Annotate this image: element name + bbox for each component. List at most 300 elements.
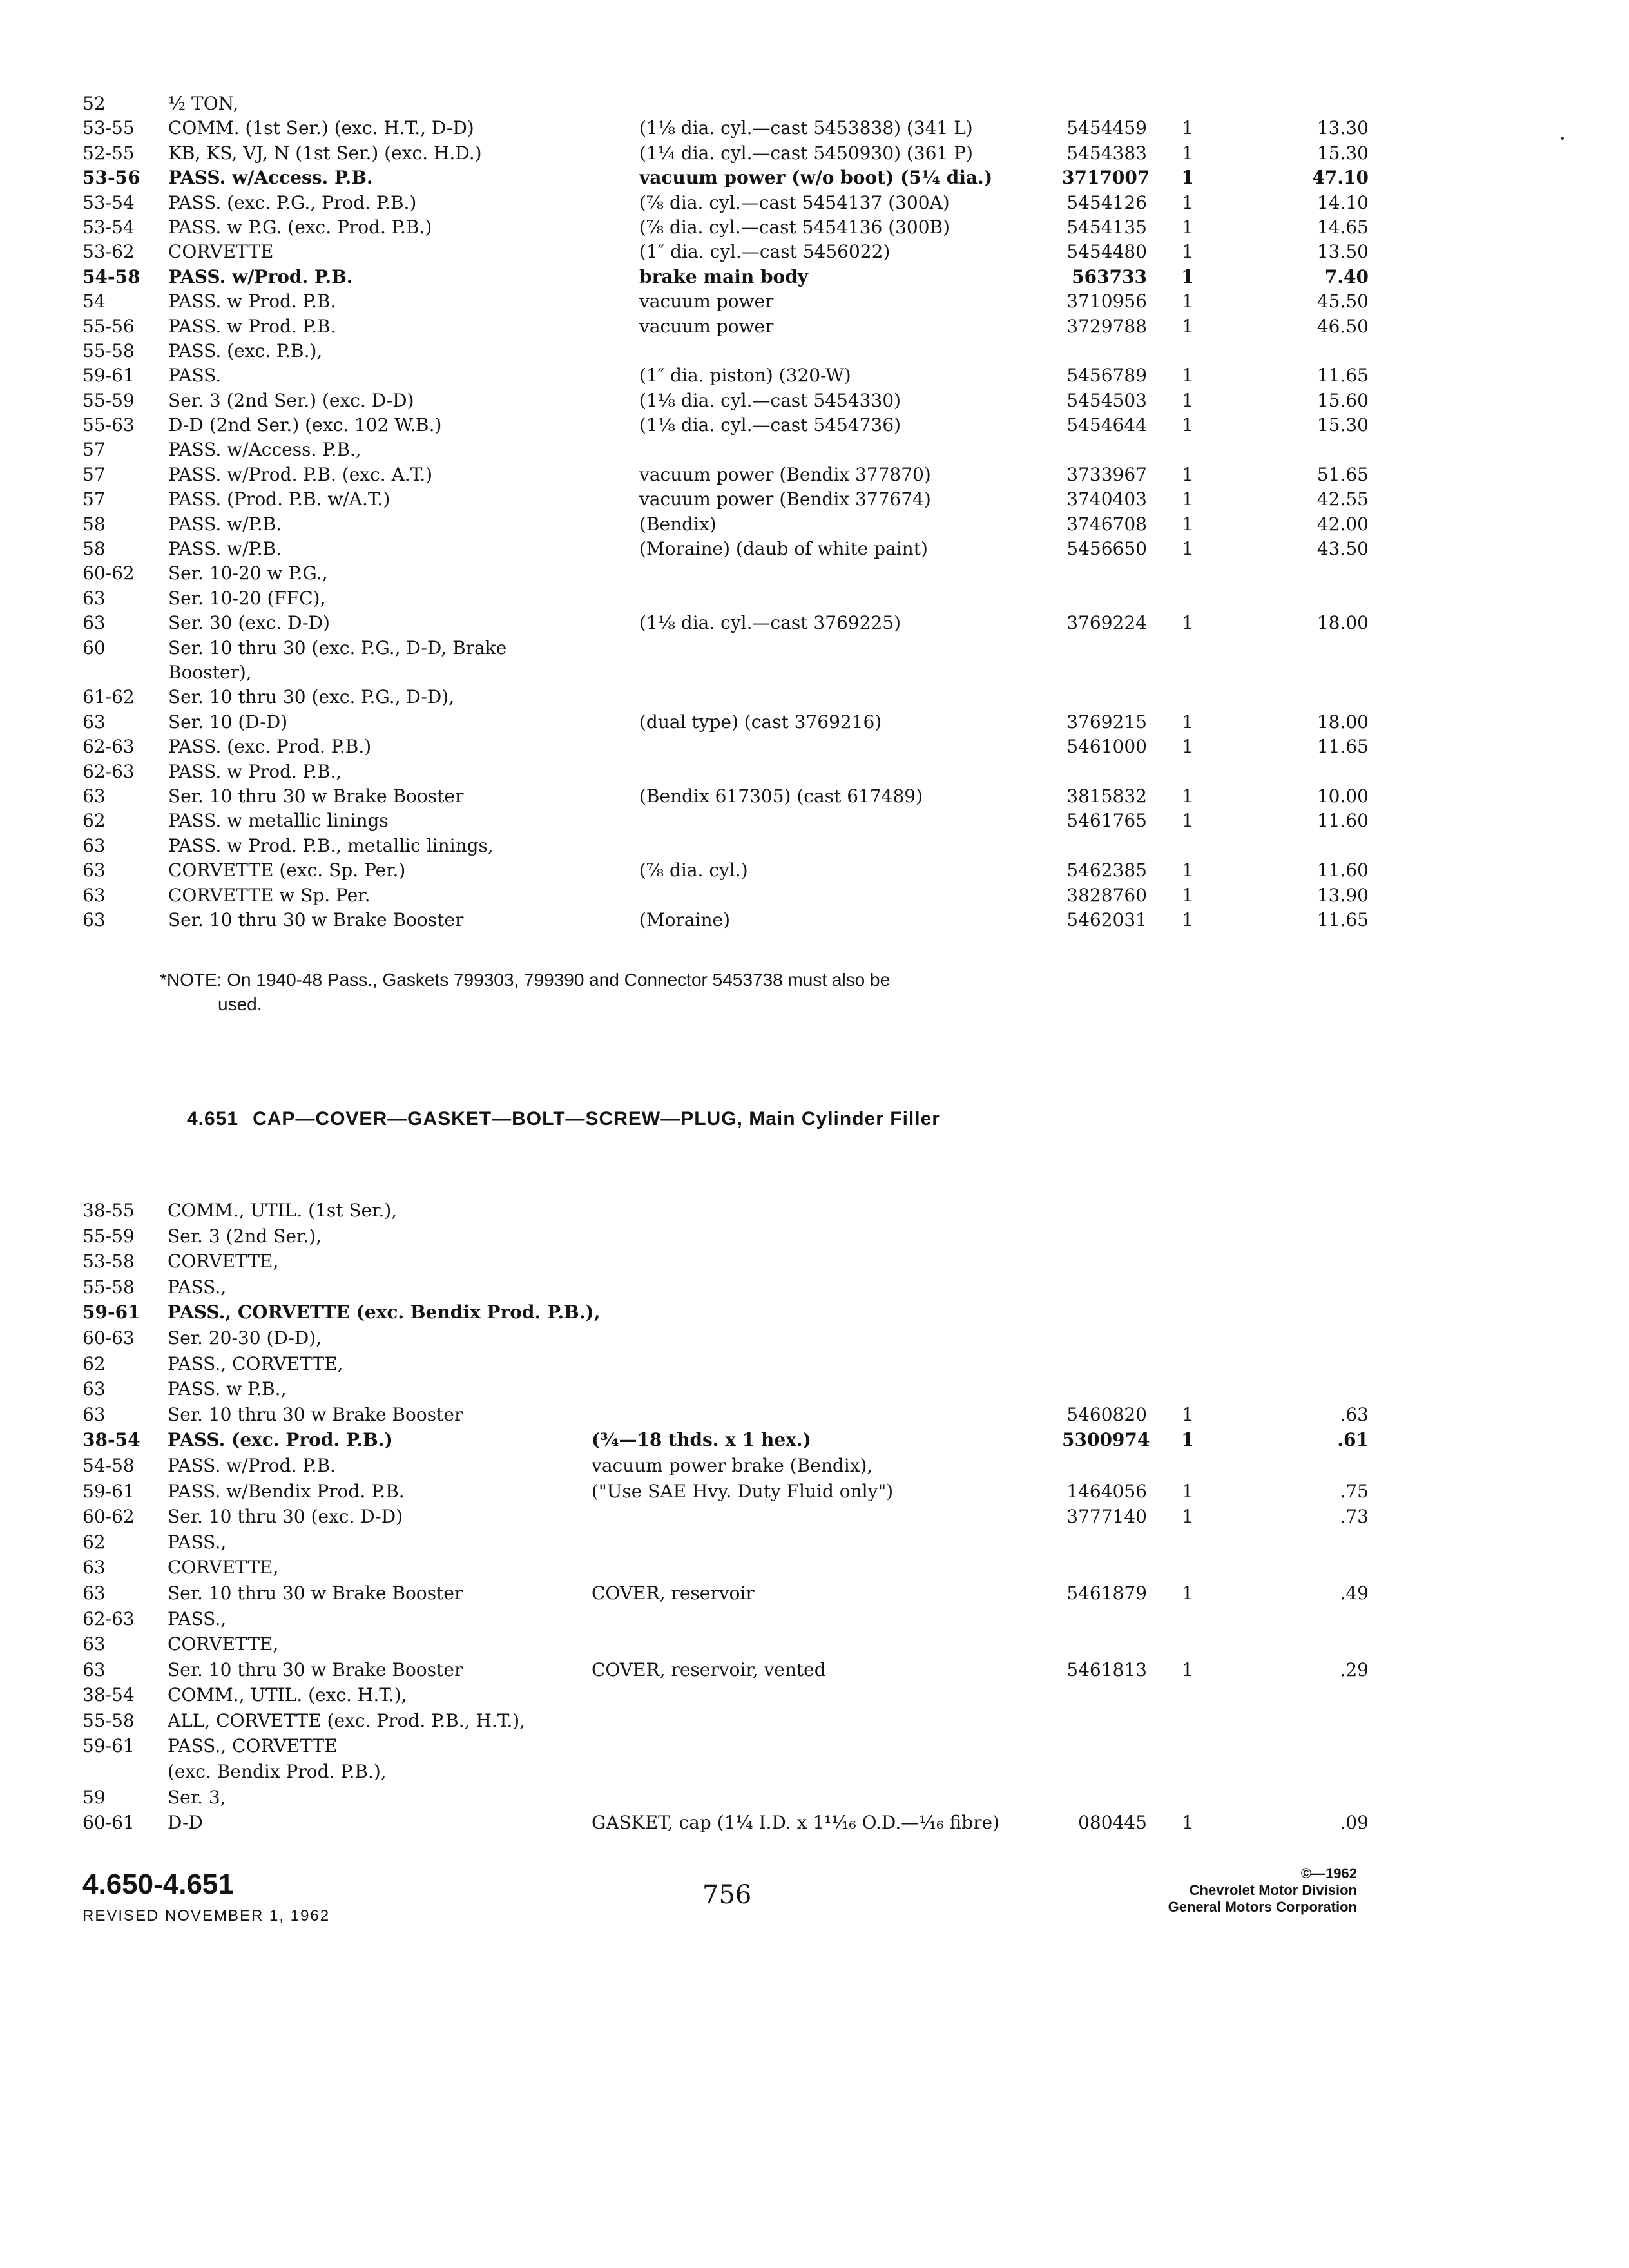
table-row	[82, 363, 1500, 388]
part-number: 3717007	[1062, 167, 1150, 189]
table-row	[82, 1530, 1500, 1556]
part-description: vacuum power	[639, 315, 774, 337]
list-price: .73	[1340, 1506, 1369, 1528]
year-range: 57	[82, 439, 106, 461]
table-row	[82, 1607, 1500, 1633]
table-row	[82, 537, 1500, 561]
publisher-credit	[1095, 1865, 1357, 1916]
year-range: 63	[82, 908, 106, 930]
part-number: 3815832	[1066, 785, 1147, 807]
part-description: (⅞ dia. cyl.—cast 5454136 (300B)	[639, 216, 950, 238]
year-range: 54-58	[82, 265, 140, 287]
model-application: PASS.,	[168, 1276, 227, 1298]
table-row	[82, 191, 1500, 215]
model-application: Ser. 10 thru 30 (exc. D-D)	[168, 1506, 403, 1528]
model-application: CORVETTE,	[168, 1557, 279, 1579]
table-row	[82, 1249, 1500, 1275]
part-number: 3777140	[1066, 1506, 1147, 1528]
list-price: 51.65	[1316, 463, 1369, 485]
part-description: vacuum power	[639, 291, 774, 312]
quantity: 1	[1182, 142, 1193, 164]
list-price: .49	[1340, 1582, 1369, 1604]
table-row	[82, 1326, 1500, 1352]
part-number: 5461813	[1066, 1658, 1147, 1680]
list-price: 13.30	[1316, 117, 1369, 139]
model-application: CORVETTE	[168, 241, 274, 263]
part-number: 5454459	[1066, 117, 1147, 139]
copyright: ©—1962	[1300, 1865, 1357, 1881]
year-range: 60-61	[82, 1812, 135, 1834]
table-row	[82, 166, 1500, 190]
model-application: CORVETTE,	[168, 1251, 279, 1273]
part-description: (Moraine) (daub of white paint)	[639, 538, 928, 560]
part-number: 5456650	[1066, 538, 1147, 560]
list-price: 14.10	[1316, 191, 1369, 213]
table-row	[82, 1198, 1500, 1224]
year-range: 60-63	[82, 1327, 135, 1349]
quantity: 1	[1182, 291, 1193, 312]
table-row	[82, 413, 1500, 437]
model-application: PASS.,	[168, 1531, 227, 1553]
year-range: 59-61	[82, 1302, 140, 1323]
table-row	[82, 437, 1500, 462]
list-price: .29	[1340, 1658, 1369, 1680]
model-application: CORVETTE,	[168, 1633, 279, 1655]
list-price: 14.65	[1316, 216, 1369, 238]
quantity: 1	[1182, 1812, 1193, 1834]
section-number: 4.651	[187, 1108, 239, 1129]
table-row	[82, 91, 1500, 116]
part-description: COVER, reservoir, vented	[592, 1658, 826, 1680]
quantity: 1	[1182, 860, 1193, 881]
print-speck	[1561, 137, 1564, 140]
model-application: PASS. w/Access. P.B.,	[168, 439, 361, 461]
list-price: 7.40	[1324, 265, 1369, 287]
model-application: Ser. 10 thru 30 w Brake Booster	[168, 1403, 463, 1425]
table-row	[82, 314, 1500, 339]
quantity: 1	[1182, 463, 1193, 485]
table-row	[82, 834, 1500, 858]
year-range: 63	[82, 1582, 106, 1604]
model-application: PASS. w Prod. P.B., metallic linings,	[168, 834, 494, 856]
year-range: 55-58	[82, 1276, 135, 1298]
table-row	[82, 1479, 1500, 1505]
model-application: PASS., CORVETTE (exc. Bendix Prod. P.B.),	[168, 1302, 601, 1323]
table-row	[82, 1581, 1500, 1607]
part-description: (1⅛ dia. cyl.—cast 5454736)	[639, 414, 901, 436]
year-range: 59-61	[82, 1735, 135, 1757]
part-description: (Moraine)	[639, 908, 731, 930]
model-application: (exc. Bendix Prod. P.B.),	[168, 1761, 387, 1783]
model-application: Ser. 3,	[168, 1786, 226, 1808]
model-application: PASS. w Prod. P.B.	[168, 291, 336, 312]
table-row	[82, 1428, 1500, 1454]
quantity: 1	[1181, 167, 1194, 189]
part-number: 3740403	[1066, 488, 1147, 510]
part-description: (dual type) (cast 3769216)	[639, 711, 882, 733]
table-row	[82, 1377, 1500, 1403]
part-description: COVER, reservoir	[592, 1582, 755, 1604]
model-application: Ser. 10 thru 30 w Brake Booster	[168, 785, 464, 807]
table-row	[82, 289, 1500, 314]
list-price: 11.65	[1316, 908, 1369, 930]
quantity: 1	[1182, 117, 1193, 139]
quantity: 1	[1182, 810, 1193, 832]
quantity: 1	[1182, 908, 1193, 930]
year-range: 63	[82, 860, 106, 881]
list-price: 18.00	[1316, 711, 1369, 733]
quantity: 1	[1182, 1506, 1193, 1528]
section-heading	[187, 1108, 940, 1130]
list-price: .63	[1340, 1403, 1369, 1425]
model-application: D-D	[168, 1812, 203, 1834]
quantity: 1	[1182, 1403, 1193, 1425]
year-range: 55-63	[82, 414, 135, 436]
table-row	[82, 1785, 1500, 1811]
part-description: (Bendix)	[639, 513, 717, 535]
part-description: vacuum power (w/o boot) (5¼ dia.)	[639, 167, 993, 189]
model-application: PASS. w/P.B.	[168, 538, 282, 560]
table-row	[82, 512, 1500, 537]
quantity: 1	[1182, 612, 1193, 634]
section-title: CAP—COVER—GASKET—BOLT—SCREW—PLUG, Main Cylinder Filler	[253, 1108, 940, 1129]
year-range: 55-56	[82, 315, 135, 337]
part-number: 5461879	[1066, 1582, 1147, 1604]
table-row	[82, 1683, 1500, 1709]
model-application: PASS. w Prod. P.B.	[168, 315, 336, 337]
year-range: 53-54	[82, 191, 135, 213]
model-application: PASS.,	[168, 1608, 227, 1629]
table-row	[82, 116, 1500, 140]
table-row	[82, 660, 1500, 685]
part-description: (1¼ dia. cyl.—cast 5450930) (361 P)	[639, 142, 973, 164]
list-price: 15.30	[1316, 414, 1369, 436]
part-number: 5300974	[1062, 1429, 1150, 1451]
year-range: 57	[82, 463, 106, 485]
list-price: 47.10	[1312, 167, 1369, 189]
year-range: 55-59	[82, 389, 135, 411]
year-range: 52-55	[82, 142, 135, 164]
table-row	[82, 760, 1500, 784]
list-price: 42.55	[1316, 488, 1369, 510]
table-row	[82, 1658, 1500, 1684]
part-number: 5454480	[1066, 241, 1147, 263]
table-row	[82, 1224, 1500, 1250]
table-row	[82, 1709, 1500, 1735]
model-application: ½ TON,	[168, 93, 239, 114]
part-number: 5454383	[1066, 142, 1147, 164]
model-application: Ser. 3 (2nd Ser.) (exc. D-D)	[168, 389, 414, 411]
table-row	[82, 1300, 1500, 1326]
year-range: 60	[82, 637, 106, 658]
model-application: D-D (2nd Ser.) (exc. 102 W.B.)	[168, 414, 442, 436]
model-application: Booster),	[168, 661, 252, 683]
list-price: .09	[1340, 1812, 1369, 1834]
part-number: 5460820	[1066, 1403, 1147, 1425]
table-row	[82, 265, 1500, 289]
list-price: 42.00	[1316, 513, 1369, 535]
part-description: (¾—18 thds. x 1 hex.)	[592, 1429, 811, 1451]
part-number: 3828760	[1066, 884, 1147, 906]
year-range: 63	[82, 711, 106, 733]
list-price: 11.65	[1316, 736, 1369, 758]
year-range: 62	[82, 810, 106, 832]
year-range: 54-58	[82, 1454, 135, 1476]
table-row	[82, 735, 1500, 759]
note	[160, 968, 1062, 1017]
table-row	[82, 240, 1500, 264]
page-number: 756	[702, 1880, 752, 1910]
list-price: 10.00	[1316, 785, 1369, 807]
part-number: 3769215	[1066, 711, 1147, 733]
table-row	[82, 710, 1500, 735]
list-price: 15.30	[1316, 142, 1369, 164]
year-range: 38-54	[82, 1684, 135, 1706]
part-description: (1⅛ dia. cyl.—cast 5454330)	[639, 389, 901, 411]
year-range: 38-54	[82, 1429, 140, 1451]
year-range: 58	[82, 513, 106, 535]
list-price: 45.50	[1316, 291, 1369, 312]
model-application: ALL, CORVETTE (exc. Prod. P.B., H.T.),	[168, 1709, 526, 1731]
quantity: 1	[1182, 414, 1193, 436]
part-description: vacuum power (Bendix 377870)	[639, 463, 931, 485]
quantity: 1	[1182, 241, 1193, 263]
year-range: 63	[82, 612, 106, 634]
model-application: PASS. w P.B.,	[168, 1378, 287, 1400]
year-range: 60-62	[82, 1506, 135, 1528]
model-application: PASS. w metallic linings	[168, 810, 389, 832]
part-number: 1464056	[1066, 1480, 1147, 1502]
year-range: 53-55	[82, 117, 135, 139]
year-range: 62	[82, 1531, 106, 1553]
list-price: 11.60	[1316, 860, 1369, 881]
year-range: 62-63	[82, 736, 135, 758]
table-row	[82, 487, 1500, 512]
model-application: Ser. 10 thru 30 w Brake Booster	[168, 1582, 463, 1604]
list-price: 13.50	[1316, 241, 1369, 263]
part-number: 3746708	[1066, 513, 1147, 535]
note-line-2: used.	[218, 994, 262, 1014]
part-description: (Bendix 617305) (cast 617489)	[639, 785, 923, 807]
table-row	[82, 586, 1500, 611]
part-number: 5462031	[1066, 908, 1147, 930]
part-number: 563733	[1072, 265, 1147, 287]
part-description: vacuum power brake (Bendix),	[592, 1454, 873, 1476]
model-application: PASS. w/Prod. P.B.	[168, 1454, 336, 1476]
year-range: 63	[82, 785, 106, 807]
year-range: 38-55	[82, 1200, 135, 1221]
model-application: Ser. 10 thru 30 w Brake Booster	[168, 1658, 463, 1680]
quantity: 1	[1182, 785, 1193, 807]
model-application: COMM., UTIL. (1st Ser.),	[168, 1200, 398, 1221]
table-row	[82, 1811, 1500, 1836]
model-application: PASS. w/Prod. P.B.	[168, 265, 353, 287]
part-number: 3769224	[1066, 612, 1147, 634]
table-row	[82, 858, 1500, 883]
quantity: 1	[1182, 389, 1193, 411]
list-price: .75	[1340, 1480, 1369, 1502]
table-row	[82, 908, 1500, 932]
year-range: 59-61	[82, 1480, 135, 1502]
year-range: 63	[82, 1658, 106, 1680]
table-row	[82, 1403, 1500, 1428]
part-description: (1⅛ dia. cyl.—cast 3769225)	[639, 612, 901, 634]
part-description: (1″ dia. cyl.—cast 5456022)	[639, 241, 891, 263]
year-range: 59-61	[82, 365, 135, 387]
year-range: 53-54	[82, 216, 135, 238]
model-application: PASS. w/Prod. P.B. (exc. A.T.)	[168, 463, 433, 485]
model-application: Ser. 10 thru 30 (exc. P.G., D-D),	[168, 686, 455, 708]
part-description: GASKET, cap (1¼ I.D. x 1¹¹⁄₁₆ O.D.—¹⁄₁₆ fibre)	[592, 1812, 999, 1834]
quantity: 1	[1182, 1658, 1193, 1680]
model-application: PASS. (exc. Prod. P.B.)	[168, 1429, 393, 1451]
list-price: 15.60	[1316, 389, 1369, 411]
model-application: Ser. 20-30 (D-D),	[168, 1327, 322, 1349]
table-row	[82, 389, 1500, 413]
table-row	[82, 1555, 1500, 1581]
model-application: KB, KS, VJ, N (1st Ser.) (exc. H.D.)	[168, 142, 482, 164]
year-range: 57	[82, 488, 106, 510]
list-price: 46.50	[1316, 315, 1369, 337]
part-number: 5456789	[1066, 365, 1147, 387]
table-row	[82, 1632, 1500, 1658]
year-range: 58	[82, 538, 106, 560]
model-application: Ser. 30 (exc. D-D)	[168, 612, 330, 634]
model-application: Ser. 10-20 (FFC),	[168, 587, 326, 609]
model-application: COMM., UTIL. (exc. H.T.),	[168, 1684, 407, 1706]
year-range: 63	[82, 834, 106, 856]
note-line-1: *NOTE: On 1940-48 Pass., Gaskets 799303, 799390 and Connector 5453738 must also be	[160, 970, 891, 990]
part-description: (1″ dia. piston) (320-W)	[639, 365, 851, 387]
part-number: 5454644	[1066, 414, 1147, 436]
table-row	[82, 685, 1500, 709]
quantity: 1	[1182, 884, 1193, 906]
table-row	[82, 561, 1500, 586]
table-row	[82, 611, 1500, 635]
year-range: 62-63	[82, 760, 135, 782]
table-row	[82, 1760, 1500, 1785]
part-number: 5461765	[1066, 810, 1147, 832]
table-row	[82, 809, 1500, 833]
list-price: .61	[1337, 1429, 1369, 1451]
revision-date: REVISED NOVEMBER 1, 1962	[82, 1907, 331, 1925]
part-number: 5461000	[1066, 736, 1147, 758]
model-application: Ser. 10 thru 30 (exc. P.G., D-D, Brake	[168, 637, 507, 658]
part-number: 3710956	[1066, 291, 1147, 312]
model-application: PASS. (exc. Prod. P.B.)	[168, 736, 372, 758]
model-application: PASS. w/P.B.	[168, 513, 282, 535]
model-application: CORVETTE (exc. Sp. Per.)	[168, 860, 406, 881]
part-description: ("Use SAE Hvy. Duty Fluid only")	[592, 1480, 894, 1502]
part-number: 5454503	[1066, 389, 1147, 411]
model-application: PASS.	[168, 365, 222, 387]
part-number: 3733967	[1066, 463, 1147, 485]
model-application: PASS. (exc. P.B.),	[168, 340, 323, 361]
model-application: CORVETTE w Sp. Per.	[168, 884, 371, 906]
year-range: 63	[82, 587, 106, 609]
year-range: 53-56	[82, 167, 140, 189]
year-range: 63	[82, 884, 106, 906]
year-range: 61-62	[82, 686, 135, 708]
table-row	[82, 1352, 1500, 1378]
quantity: 1	[1181, 265, 1194, 287]
quantity: 1	[1181, 1429, 1194, 1451]
quantity: 1	[1182, 365, 1193, 387]
list-price: 43.50	[1316, 538, 1369, 560]
group-code: 4.650-4.651	[82, 1869, 234, 1900]
table-row	[82, 339, 1500, 363]
model-application: PASS., CORVETTE	[168, 1735, 338, 1757]
table-row	[82, 463, 1500, 487]
year-range: 63	[82, 1557, 106, 1579]
part-number: 5462385	[1066, 860, 1147, 881]
part-description: vacuum power (Bendix 377674)	[639, 488, 931, 510]
quantity: 1	[1182, 538, 1193, 560]
part-number: 080445	[1078, 1812, 1147, 1834]
parts-list-4-651	[82, 1198, 1500, 1836]
year-range: 52	[82, 93, 106, 114]
table-row	[82, 784, 1500, 809]
list-price: 13.90	[1316, 884, 1369, 906]
table-row	[82, 215, 1500, 240]
model-application: COMM. (1st Ser.) (exc. H.T., D-D)	[168, 117, 474, 139]
year-range: 60-62	[82, 562, 135, 584]
list-price: 18.00	[1316, 612, 1369, 634]
model-application: PASS. (exc. P.G., Prod. P.B.)	[168, 191, 417, 213]
model-application: Ser. 10 thru 30 w Brake Booster	[168, 908, 464, 930]
quantity: 1	[1182, 191, 1193, 213]
model-application: Ser. 10-20 w P.G.,	[168, 562, 328, 584]
table-row	[82, 141, 1500, 166]
quantity: 1	[1182, 513, 1193, 535]
model-application: PASS. (Prod. P.B. w/A.T.)	[168, 488, 390, 510]
corporation: General Motors Corporation	[1168, 1899, 1357, 1915]
table-row	[82, 1275, 1500, 1301]
part-description: (⅞ dia. cyl.)	[639, 860, 748, 881]
quantity: 1	[1182, 711, 1193, 733]
table-row	[82, 1504, 1500, 1530]
model-application: Ser. 3 (2nd Ser.),	[168, 1225, 322, 1247]
model-application: PASS. w/Access. P.B.	[168, 167, 373, 189]
part-number: 5454135	[1066, 216, 1147, 238]
model-application: PASS. w/Bendix Prod. P.B.	[168, 1480, 405, 1502]
year-range: 54	[82, 291, 106, 312]
part-description: brake main body	[639, 265, 809, 287]
model-application: PASS., CORVETTE,	[168, 1352, 343, 1374]
year-range: 55-59	[82, 1225, 135, 1247]
parts-list-4-650	[82, 91, 1500, 932]
quantity: 1	[1182, 315, 1193, 337]
quantity: 1	[1182, 1582, 1193, 1604]
table-row	[82, 883, 1500, 908]
model-application: PASS. w P.G. (exc. Prod. P.B.)	[168, 216, 432, 238]
year-range: 53-62	[82, 241, 135, 263]
model-application: PASS. w Prod. P.B.,	[168, 760, 342, 782]
table-row	[82, 636, 1500, 660]
quantity: 1	[1182, 216, 1193, 238]
year-range: 55-58	[82, 340, 135, 361]
list-price: 11.60	[1316, 810, 1369, 832]
year-range: 55-58	[82, 1709, 135, 1731]
part-number: 5454126	[1066, 191, 1147, 213]
part-description: (⅞ dia. cyl.—cast 5454137 (300A)	[639, 191, 950, 213]
year-range: 62	[82, 1352, 106, 1374]
year-range: 62-63	[82, 1608, 135, 1629]
year-range: 53-58	[82, 1251, 135, 1273]
year-range: 63	[82, 1378, 106, 1400]
year-range: 63	[82, 1403, 106, 1425]
year-range: 59	[82, 1786, 106, 1808]
